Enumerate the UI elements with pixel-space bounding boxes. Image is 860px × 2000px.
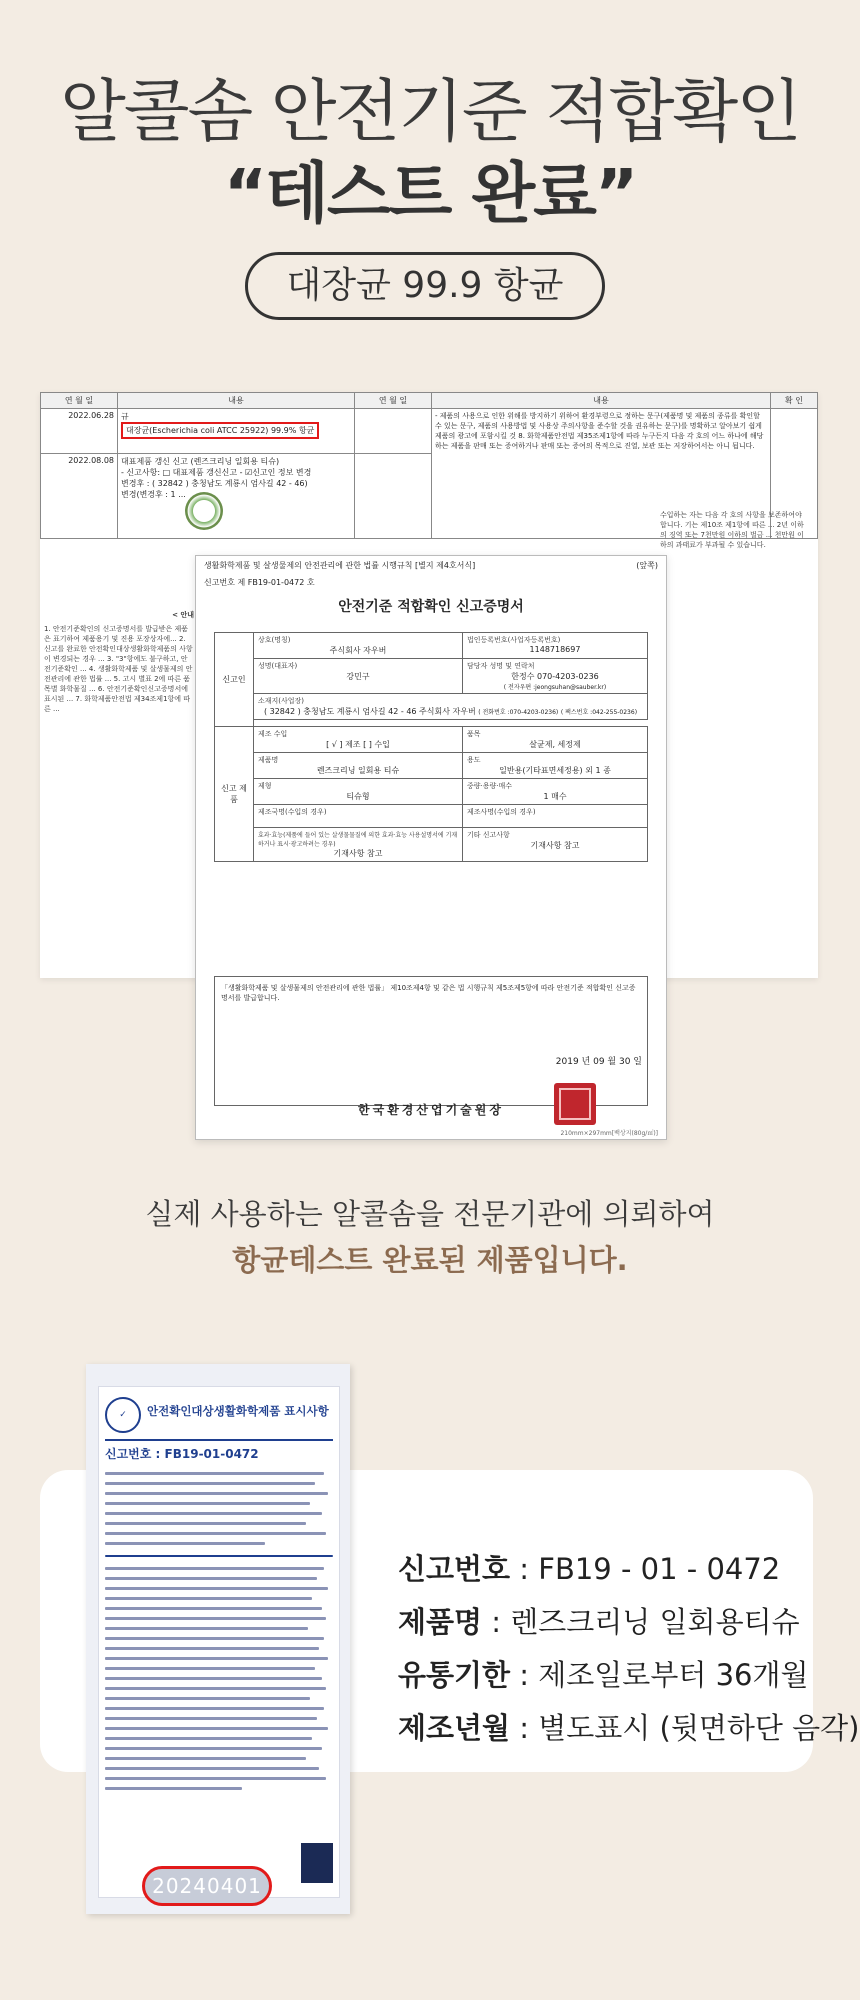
product-name-label: 제품명	[258, 756, 279, 764]
bizno-label: 법인등록번호(사업자등록번호)	[467, 636, 561, 644]
antibacterial-pill: 대장균 99.9 항균	[245, 252, 605, 320]
item-value: 살균제, 세정제	[529, 740, 581, 749]
maker-label: 제조사명(수입의 경우)	[467, 808, 536, 816]
info-value: : 제조일로부터 36개월	[510, 1658, 809, 1692]
rep-label: 성명(대표자)	[258, 662, 298, 670]
certificate-issuer: 한국환경산업기술원장	[358, 1103, 504, 1117]
effect-value: 기재사항 참고	[333, 849, 383, 858]
row-date: 2022.06.28	[41, 409, 118, 454]
address-value: ( 32842 ) 충청남도 계룡시 엄사길 42 - 46 주식회사 자우버	[263, 707, 476, 716]
other-value: 기재사항 참고	[530, 841, 580, 850]
certificate-statement: 「생활화학제품 및 살생물제의 안전관리에 관한 법률」 제10조제4항 및 같은 법 시행규칙 제5조제5항에 따라 안전기준 적합확인 신고증명서를 발급합니다.	[214, 976, 648, 1106]
row-line: - 신고사항: □ 대표제품 갱신신고 - ☑신고인 정보 변경	[121, 468, 312, 477]
info-label: 유통기한	[398, 1658, 511, 1692]
info-row-manufacture-date	[398, 1702, 860, 1755]
package-fine-print	[105, 1465, 333, 1797]
country-label: 제조국명(수입의 경우)	[258, 808, 327, 816]
weight-value: 1 매수	[543, 792, 567, 801]
info-value: : 렌즈크리닝 일회용티슈	[482, 1605, 800, 1639]
item-label: 품목	[467, 730, 481, 738]
page-side: (앞쪽)	[636, 561, 658, 570]
safety-check-badge-icon: ✓	[105, 1397, 141, 1433]
effect-label: 효과·효능(제품에 들어 있는 살생물물질에 의한 효과·효능 사용설명서에 기재하거나 표시·광고하려는 경우)	[258, 832, 458, 848]
weight-label: 중량·용량·매수	[467, 782, 513, 790]
package-divider	[105, 1439, 333, 1441]
paper-size: 210mm×297mm[백상지(80g/㎡)]	[560, 1130, 658, 1137]
mfg-label: 제조 수입	[258, 730, 288, 738]
form-type-value: 티슈형	[346, 792, 370, 801]
highlight-box: 대장균(Escherichia coli ATCC 25922) 99.9% 항균	[121, 422, 319, 439]
page-title-line2: “테스트 완료”	[223, 155, 637, 232]
address-fax: ( 팩스번호 :042-255-0236)	[560, 709, 638, 716]
page-title-line1: 알콜솜 안전기준 적합확인	[60, 73, 800, 152]
contact-phone: 070-4203-0236	[536, 672, 599, 681]
info-value: : FB19 - 01 - 0472	[510, 1552, 781, 1586]
row-line: 대표제품 갱신 신고 (렌즈크리닝 일회용 티슈)	[121, 457, 280, 466]
left-notes	[44, 610, 194, 714]
certification-stamp-icon	[185, 492, 223, 530]
package-report-number: 신고번호 : FB19-01-0472	[105, 1447, 259, 1461]
package-label	[98, 1386, 340, 1898]
certificate-number: 신고번호 제 FB19-01-0472 호	[204, 578, 315, 587]
certificate-header	[204, 560, 658, 588]
company-label: 상호(명칭)	[258, 636, 291, 644]
contact-label: 담당자 성명 및 연락처	[467, 662, 535, 670]
info-label: 제조년월	[398, 1711, 511, 1745]
address-label: 소재지(사업장)	[258, 697, 305, 705]
notes-body: 1. 안전기준확인의 신고증명서를 발급받은 제품은 표기하여 제품용기 및 진용 포장상자에... 2. 신고를 완료한 안전확인대상생활화학제품의 사항이 변경되는 경우 ... 3. "3"항에도 불구하고, 안전기준확인 ... 4. 생활화학제품 및 살생물제의 안전관리에 관한 법률 ... 5. 고시 별표 2에 따른 품목별 화학물질 ... 6. 안전기준확인신고증명서에 표시된 ... 7. 화학제품안전법 제34조제1항에 따른 ...	[44, 625, 193, 713]
form-label: [별지 제4호서식]	[415, 561, 476, 570]
row-line: 규	[121, 412, 129, 421]
info-label: 제품명	[398, 1605, 483, 1639]
column-header: 내용	[432, 393, 771, 409]
company-value: 주식회사 자우버	[329, 646, 387, 655]
product-label: 신고 제품	[215, 727, 254, 862]
column-header: 연 월 일	[41, 393, 118, 409]
lot-number-highlight: 20240401	[142, 1866, 272, 1906]
row-date: 2022.08.08	[41, 454, 118, 539]
use-label: 용도	[467, 756, 481, 764]
contact-email: ( 전자우편 :jeongsuhan@sauber.kr)	[503, 684, 607, 691]
contact-name: 한정수	[511, 672, 535, 681]
row-content	[118, 454, 355, 539]
applicant-label: 신고인	[215, 633, 254, 727]
official-seal-icon	[554, 1083, 596, 1125]
rep-value: 강민구	[346, 672, 370, 681]
info-row-report-number	[398, 1543, 838, 1596]
product-name-value: 렌즈크리닝 일회용 티슈	[316, 766, 400, 775]
package-color-block	[301, 1843, 333, 1883]
info-label: 신고번호	[398, 1552, 511, 1586]
product-package	[86, 1364, 350, 1914]
certificate	[195, 555, 667, 1140]
column-header: 확 인	[771, 393, 818, 409]
info-value: : 별도표시 (뒷면하단 음각)	[510, 1711, 860, 1745]
other-label: 기타 신고사항	[467, 831, 510, 839]
notes-heading: < 안내	[172, 611, 194, 619]
column-header: 내용	[118, 393, 355, 409]
row-line: 변경후 : ( 32842 ) 충청남도 계룡시 엄사길 42 - 46)	[121, 479, 308, 488]
description-line1: 실제 사용하는 알콜솜을 전문기관에 의뢰하여	[145, 1197, 715, 1231]
row-line: 변경(변경후 : 1 ...	[121, 490, 186, 499]
law-reference: 생활화학제품 및 살생물제의 안전관리에 관한 법률 시행규칙	[204, 561, 413, 570]
info-row-product-name	[398, 1596, 838, 1649]
use-value: 일반용(기타표면세정용) 외 1 종	[499, 766, 611, 775]
certificate-date: 2019 년 09 월 30 일	[555, 1057, 642, 1067]
certificate-table	[214, 632, 648, 862]
certificate-title: 안전기준 적합확인 신고증명서	[338, 599, 524, 615]
description-line2: 항균테스트 완료된 제품입니다.	[232, 1243, 628, 1277]
package-title: 안전확인대상생활화학제품 표시사항	[147, 1404, 329, 1418]
address-phone: ( 전화번호 :070-4203-0236)	[478, 709, 559, 716]
side-notes: 수입하는 자는 다음 각 호의 사항을 보존하여야 합니다. 기는 제10조 제1항에 따른 ... 2년 이하의 징역 또는 7천만원 이하의 벌금 ... 천만원 이하의 과태료가 부과될 수 있습니다.	[660, 511, 804, 549]
column-header: 연 월 일	[355, 393, 432, 409]
mfg-value: [ √ ] 제조 [ ] 수입	[326, 740, 390, 749]
right-notes: - 제품의 사용으로 인한 위해를 방지하기 위하여 환경부령으로 정하는 문구(제품명 및 제품의 종류를 확인할 수 있는 문구, 제품의 사용방법 및 사용상 주의사항을 준수할 것을 권유하는 문구)를 명확하고 알아보기 쉽게 제품의 광고에 포함시킬 것 8. 화학제품안전법 제35조제1항에 따라 누구든지 다음 각 호의 어느 하나에 해당하는 제품을 판매 또는 증여하거나 판매 또는 증여의 목적으로 진열, 보관 또는 저장하여서는 아니 됩니다.	[432, 409, 771, 539]
row-content	[118, 409, 355, 454]
bizno-value: 1148718697	[529, 645, 581, 654]
info-rows	[398, 1543, 860, 1755]
form-type-label: 제형	[258, 782, 272, 790]
info-row-expiry	[398, 1649, 838, 1702]
